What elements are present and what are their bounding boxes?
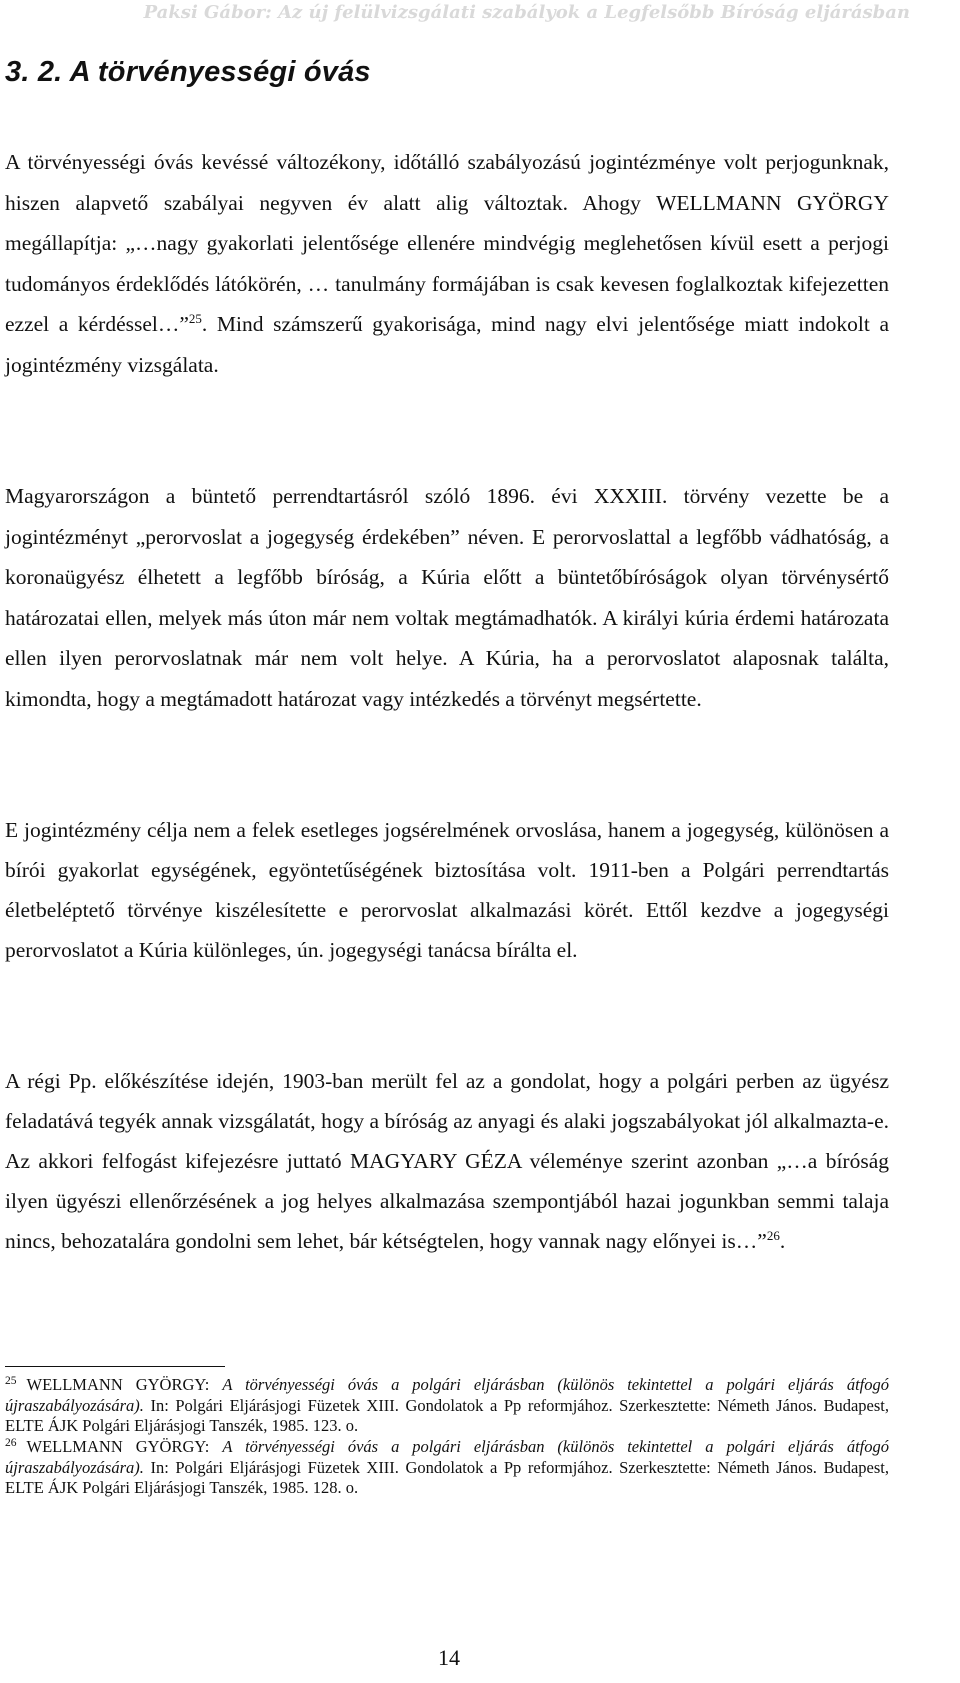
page-number: 14 — [438, 1645, 460, 1670]
paragraph-4 — [5, 1061, 889, 1261]
paragraph-1-text-end: . Mind számszerű gyakorisága, mind nagy elvi jelentősége miatt indokolt a jogintézmény vizsgálata. — [5, 312, 889, 377]
footnote-ref-26[interactable]: 26 — [766, 1227, 780, 1243]
section-title: 3. 2. A törvényességi óvás — [5, 56, 371, 88]
paragraph-3: E jogintézmény célja nem a felek esetleges jogsérelmének orvoslása, hanem a jogegység, különösen a bírói gyakorlat egységének, egyöntetűségének biztosítása volt. 1911-ben a Polgári perrendtartás életbeléptető törvénye kiszélesítette e perorvoslat alkalmazási körét. Ettől kezdve a jogegységi perorvoslatot a Kúria különleges, ún. jogegységi tanácsa bírálta el. — [5, 818, 889, 962]
footnote-ref-25[interactable]: 25 — [188, 310, 202, 326]
footnote-26 — [5, 1437, 889, 1499]
paragraph-4-text: A régi Pp. előkészítése idején, 1903-ban merült fel az a gondolat, hogy a polgári perben az ügyész feladatává tegyék annak vizsgálatát, hogy a bíróság az anyagi és alaki jogszabályokat jól alkalmazta-e. Az akkori felfogást kifejezésre juttató MAGYARY GÉZA véleménye szerint azonban „…a bíróság ilyen ügyészi ellenőrzésének a jog helyes alkalmazása szempontjából hazai jogunkban semmi talaja nincs, behozatalára gondolni sem lehet, bár kétségtelen, hogy vannak nagy előnyei is…” — [5, 1069, 889, 1253]
footnote-author: WELLMANN GYÖRGY: — [26, 1375, 223, 1394]
running-header: Paksi Gábor: Az új felülvizsgálati szabályok a Legfelsőbb Bíróság eljárásban — [143, 2, 910, 23]
paragraph-2: Magyarországon a büntető perrendtartásról szóló 1896. évi XXXIII. törvény vezette be a jogintézményt „perorvoslat a jogegység érdekében” néven. E perorvoslattal a legfőbb vádhatóság, a koronaügyész élhetett a legfőbb bíróság, a Kúria előtt a büntetőbíróságok olyan törvénysértő határozatai ellen, melyek más úton már nem voltak megtámadhatók. A királyi kúria érdemi határozata ellen ilyen perorvoslatnak már nem volt helye. A Kúria, ha a perorvoslatot alaposnak találta, kimondta, hogy a megtámadott határozat vagy intézkedés a törvényt megsértette. — [5, 484, 889, 711]
footnote-number: 26 — [5, 1436, 17, 1449]
paragraph-1 — [5, 142, 889, 385]
footnote-source: In: Polgári Eljárásjogi Füzetek XIII. Gondolatok a Pp reformjához. Szerkesztette: Németh János. Budapest, ELTE ÁJK Polgári Eljárásjogi Tanszék, 1985. 123. o. — [5, 1395, 889, 1436]
footnote-separator — [5, 1366, 225, 1367]
paragraph-4-text-end: . — [779, 1229, 786, 1253]
footnote-number: 25 — [5, 1374, 17, 1387]
footnote-author: WELLMANN GYÖRGY: — [26, 1437, 223, 1456]
footnote-title: A törvényességi óvás a polgári eljárásban (különös tekintettel a polgári eljárás átfogó újraszabályozására). — [5, 1375, 889, 1415]
footnote-title: A törvényességi óvás a polgári eljárásban (különös tekintettel a polgári eljárás átfogó újraszabályozására). — [5, 1437, 889, 1477]
footnote-source: In: Polgári Eljárásjogi Füzetek XIII. Gondolatok a Pp reformjához. Szerkesztette: Németh János. Budapest, ELTE ÁJK Polgári Eljárásjogi Tanszék, 1985. 128. o. — [5, 1457, 889, 1498]
paragraph-1-text: A törvényességi óvás kevéssé változékony, időtálló szabályozású jogintézménye volt perjogunknak, hiszen alapvető szabályai negyven év alatt alig változtak. Ahogy WELLMANN GYÖRGY megállapítja: „…nagy gyakorlati jelentősége ellenére mindvégig meglehetősen kívül esett a perjogi tudományos érdeklődés látókörén, … tanulmány formájában is csak kevesen foglalkoztak kifejezetten ezzel a kérdéssel…” — [5, 150, 889, 336]
footnote-25 — [5, 1375, 889, 1437]
